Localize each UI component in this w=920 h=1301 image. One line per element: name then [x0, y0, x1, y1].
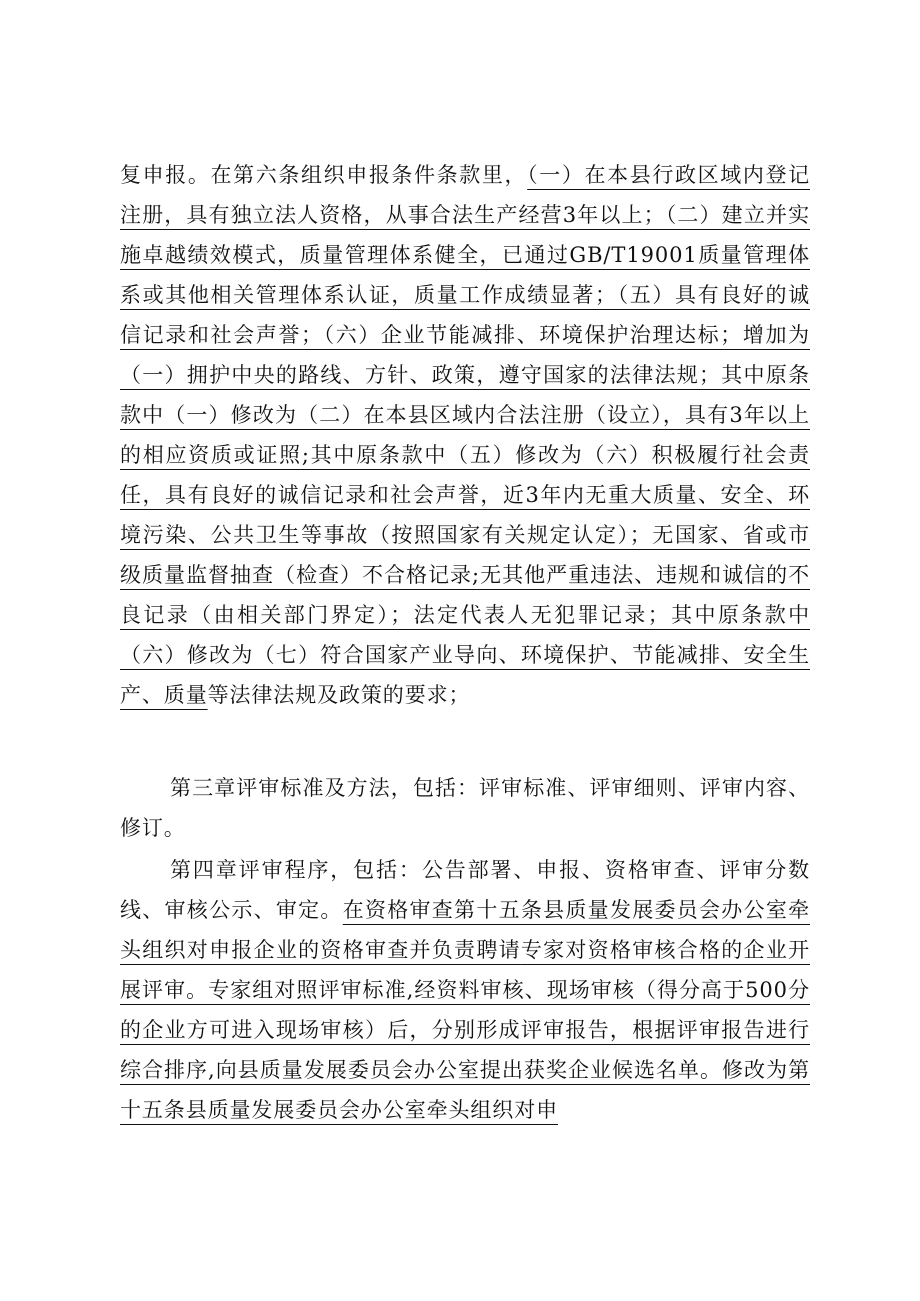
underlined-text-run: 在资格审查第十五条县质量发展委员会办公室牵头组织对申报企业的资格审查并负责聘请	[120, 898, 810, 962]
underlined-text-run: 专家对资格审核合格的企业开展评审。专家组对照评审标准,经资料审核、现场审核（得分高于500分的企业方可进入现场审核）后，分别形成评审报告，根据评审报告进行综合排序,向县质量发展委员会办公室提出获奖企业候选名单。修改为第十五条县质量发展委员会办公室牵头组织对申	[120, 938, 810, 1122]
paragraph-chapter-four	[120, 850, 810, 1130]
paragraph-chapter-three	[120, 768, 810, 848]
underlined-text-run: 已通过GB/T19001质量管理体系或其他相关管理体系认证，质量工作成绩显著；（五）具有良好的诚信记录和社会声誉；（六）企业节能减排、环境保护治理达标；增加为（一）拥护中央的路线、方针、政策，遵守国家的法律法规；其中原条款中（一）修改为（二）在本县区域内合法注册（设立），具有3年以上的相应资质或证照;其中原条款中（五）修改为（六）积极履行社会责任，具有良好的诚信记录和社会声誉，近3年内无重大质量、安全、环境污染、公共卫生等事故（按照国家有关规定认定）；无国家、省或市级质量监督抽查（检查）不合格记录;无其他严重违法、违规和诚信的不良记录（由相关部门界定）；法定代表人无犯罪记录；其中原条款中（六）修改为（七）符合国家产业导向、环境保护、节能减排、安全生产、质量	[120, 243, 810, 707]
text-run: 第三章评审标准及方法，包括：评审标准、评审细则、评审内容、修订。	[120, 776, 810, 840]
paragraph-application-conditions	[120, 155, 810, 715]
underlined-text-run: （一）在本县行政区域内登记注册，具有独立法人资格，从事合法生产经营3年以上；（二）建立并实施卓越绩效模式，质量管理体系健全，	[120, 163, 810, 267]
text-run: 复申报。在第六条组织申报条件条款里，	[120, 163, 528, 187]
text-run: 第四章评审程序，包括：公告部署、申报、资格审查、评审分数线、审核公示、审定。	[120, 858, 810, 922]
text-run: 等法律法规及政策的要求；	[207, 683, 471, 707]
